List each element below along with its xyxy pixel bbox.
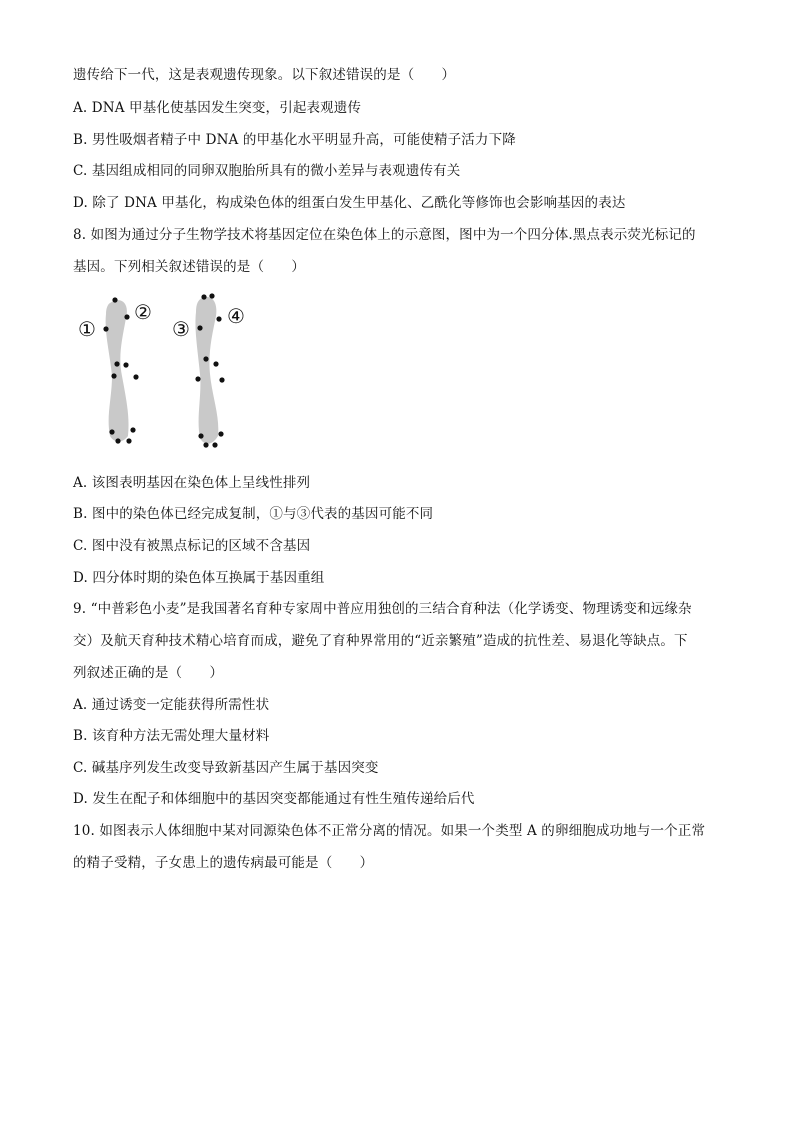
chromosome-right <box>195 297 218 444</box>
gene-dot <box>218 431 223 436</box>
q8-option-d: D. 四分体时期的染色体互换属于基因重组 <box>73 570 325 586</box>
q9-option-b: B. 该育种方法无需处理大量材料 <box>73 728 270 744</box>
gene-dot <box>203 356 208 361</box>
label-4: ④ <box>227 304 245 328</box>
gene-dot <box>198 433 203 438</box>
q10-stem-line2: 的精子受精，子女患上的遗传病最可能是（ ） <box>73 855 374 871</box>
gene-dot <box>111 373 116 378</box>
q9-stem-line3: 列叙述正确的是（ ） <box>73 665 224 681</box>
q7-option-c: C. 基因组成相同的同卵双胞胎所具有的微小差异与表观遗传有关 <box>73 163 461 179</box>
q10-stem-line1: 10. 如图表示人体细胞中某对同源染色体不正常分离的情况。如果一个类型 A 的卵细胞成功地与一个正常 <box>73 823 706 839</box>
gene-dot <box>109 429 114 434</box>
q7-option-a: A. DNA 甲基化使基因发生突变，引起表观遗传 <box>73 100 362 116</box>
chromosome-left <box>106 300 129 442</box>
gene-dot <box>216 316 221 321</box>
tetrad-diagram <box>70 288 260 453</box>
gene-dot <box>123 362 128 367</box>
q8-option-a: A. 该图表明基因在染色体上呈线性排列 <box>73 475 311 491</box>
gene-dot <box>115 438 120 443</box>
q9-stem-line1: 9. “中普彩色小麦”是我国著名育种专家周中普应用独创的三结合育种法（化学诱变、物理诱变和远缘杂 <box>73 601 692 617</box>
label-1: ① <box>78 317 96 341</box>
q9-option-a: A. 通过诱变一定能获得所需性状 <box>73 697 270 713</box>
gene-dot <box>112 297 117 302</box>
q7-option-d: D. 除了 DNA 甲基化，构成染色体的组蛋白发生甲基化、乙酰化等修饰也会影响基因的表达 <box>73 195 626 211</box>
gene-dot <box>114 361 119 366</box>
q7-stem-continued: 遗传给下一代，这是表观遗传现象。以下叙述错误的是（ ） <box>73 67 456 83</box>
gene-dot <box>209 293 214 298</box>
gene-dot <box>197 325 202 330</box>
q9-option-c: C. 碱基序列发生改变导致新基因产生属于基因突变 <box>73 760 379 776</box>
gene-dot <box>213 361 218 366</box>
gene-dot <box>195 376 200 381</box>
gene-dot <box>133 374 138 379</box>
gene-dot <box>124 314 129 319</box>
gene-dot <box>219 377 224 382</box>
label-2: ② <box>134 300 152 324</box>
q8-stem-line2: 基因。下列相关叙述错误的是（ ） <box>73 259 306 275</box>
q9-option-d: D. 发生在配子和体细胞中的基因突变都能通过有性生殖传递给后代 <box>73 791 475 807</box>
gene-dot <box>126 438 131 443</box>
gene-dot <box>201 294 206 299</box>
tetrad-figure <box>70 288 260 453</box>
q9-stem-line2: 交）及航天育种技术精心培育而成，避免了育种界常用的“近亲繁殖”造成的抗性差、易退化等缺点。下 <box>73 633 688 649</box>
gene-dot <box>130 427 135 432</box>
label-3: ③ <box>172 317 190 341</box>
gene-dot <box>212 442 217 447</box>
q8-stem-line1: 8. 如图为通过分子生物学技术将基因定位在染色体上的示意图，图中为一个四分体.黑点表示荧光标记的 <box>73 227 696 243</box>
gene-dot <box>203 442 208 447</box>
q7-option-b: B. 男性吸烟者精子中 DNA 的甲基化水平明显升高，可能使精子活力下降 <box>73 132 516 148</box>
q8-option-c: C. 图中没有被黑点标记的区域不含基因 <box>73 538 311 554</box>
q8-option-b: B. 图中的染色体已经完成复制，①与③代表的基因可能不同 <box>73 506 434 522</box>
gene-dot <box>103 326 108 331</box>
